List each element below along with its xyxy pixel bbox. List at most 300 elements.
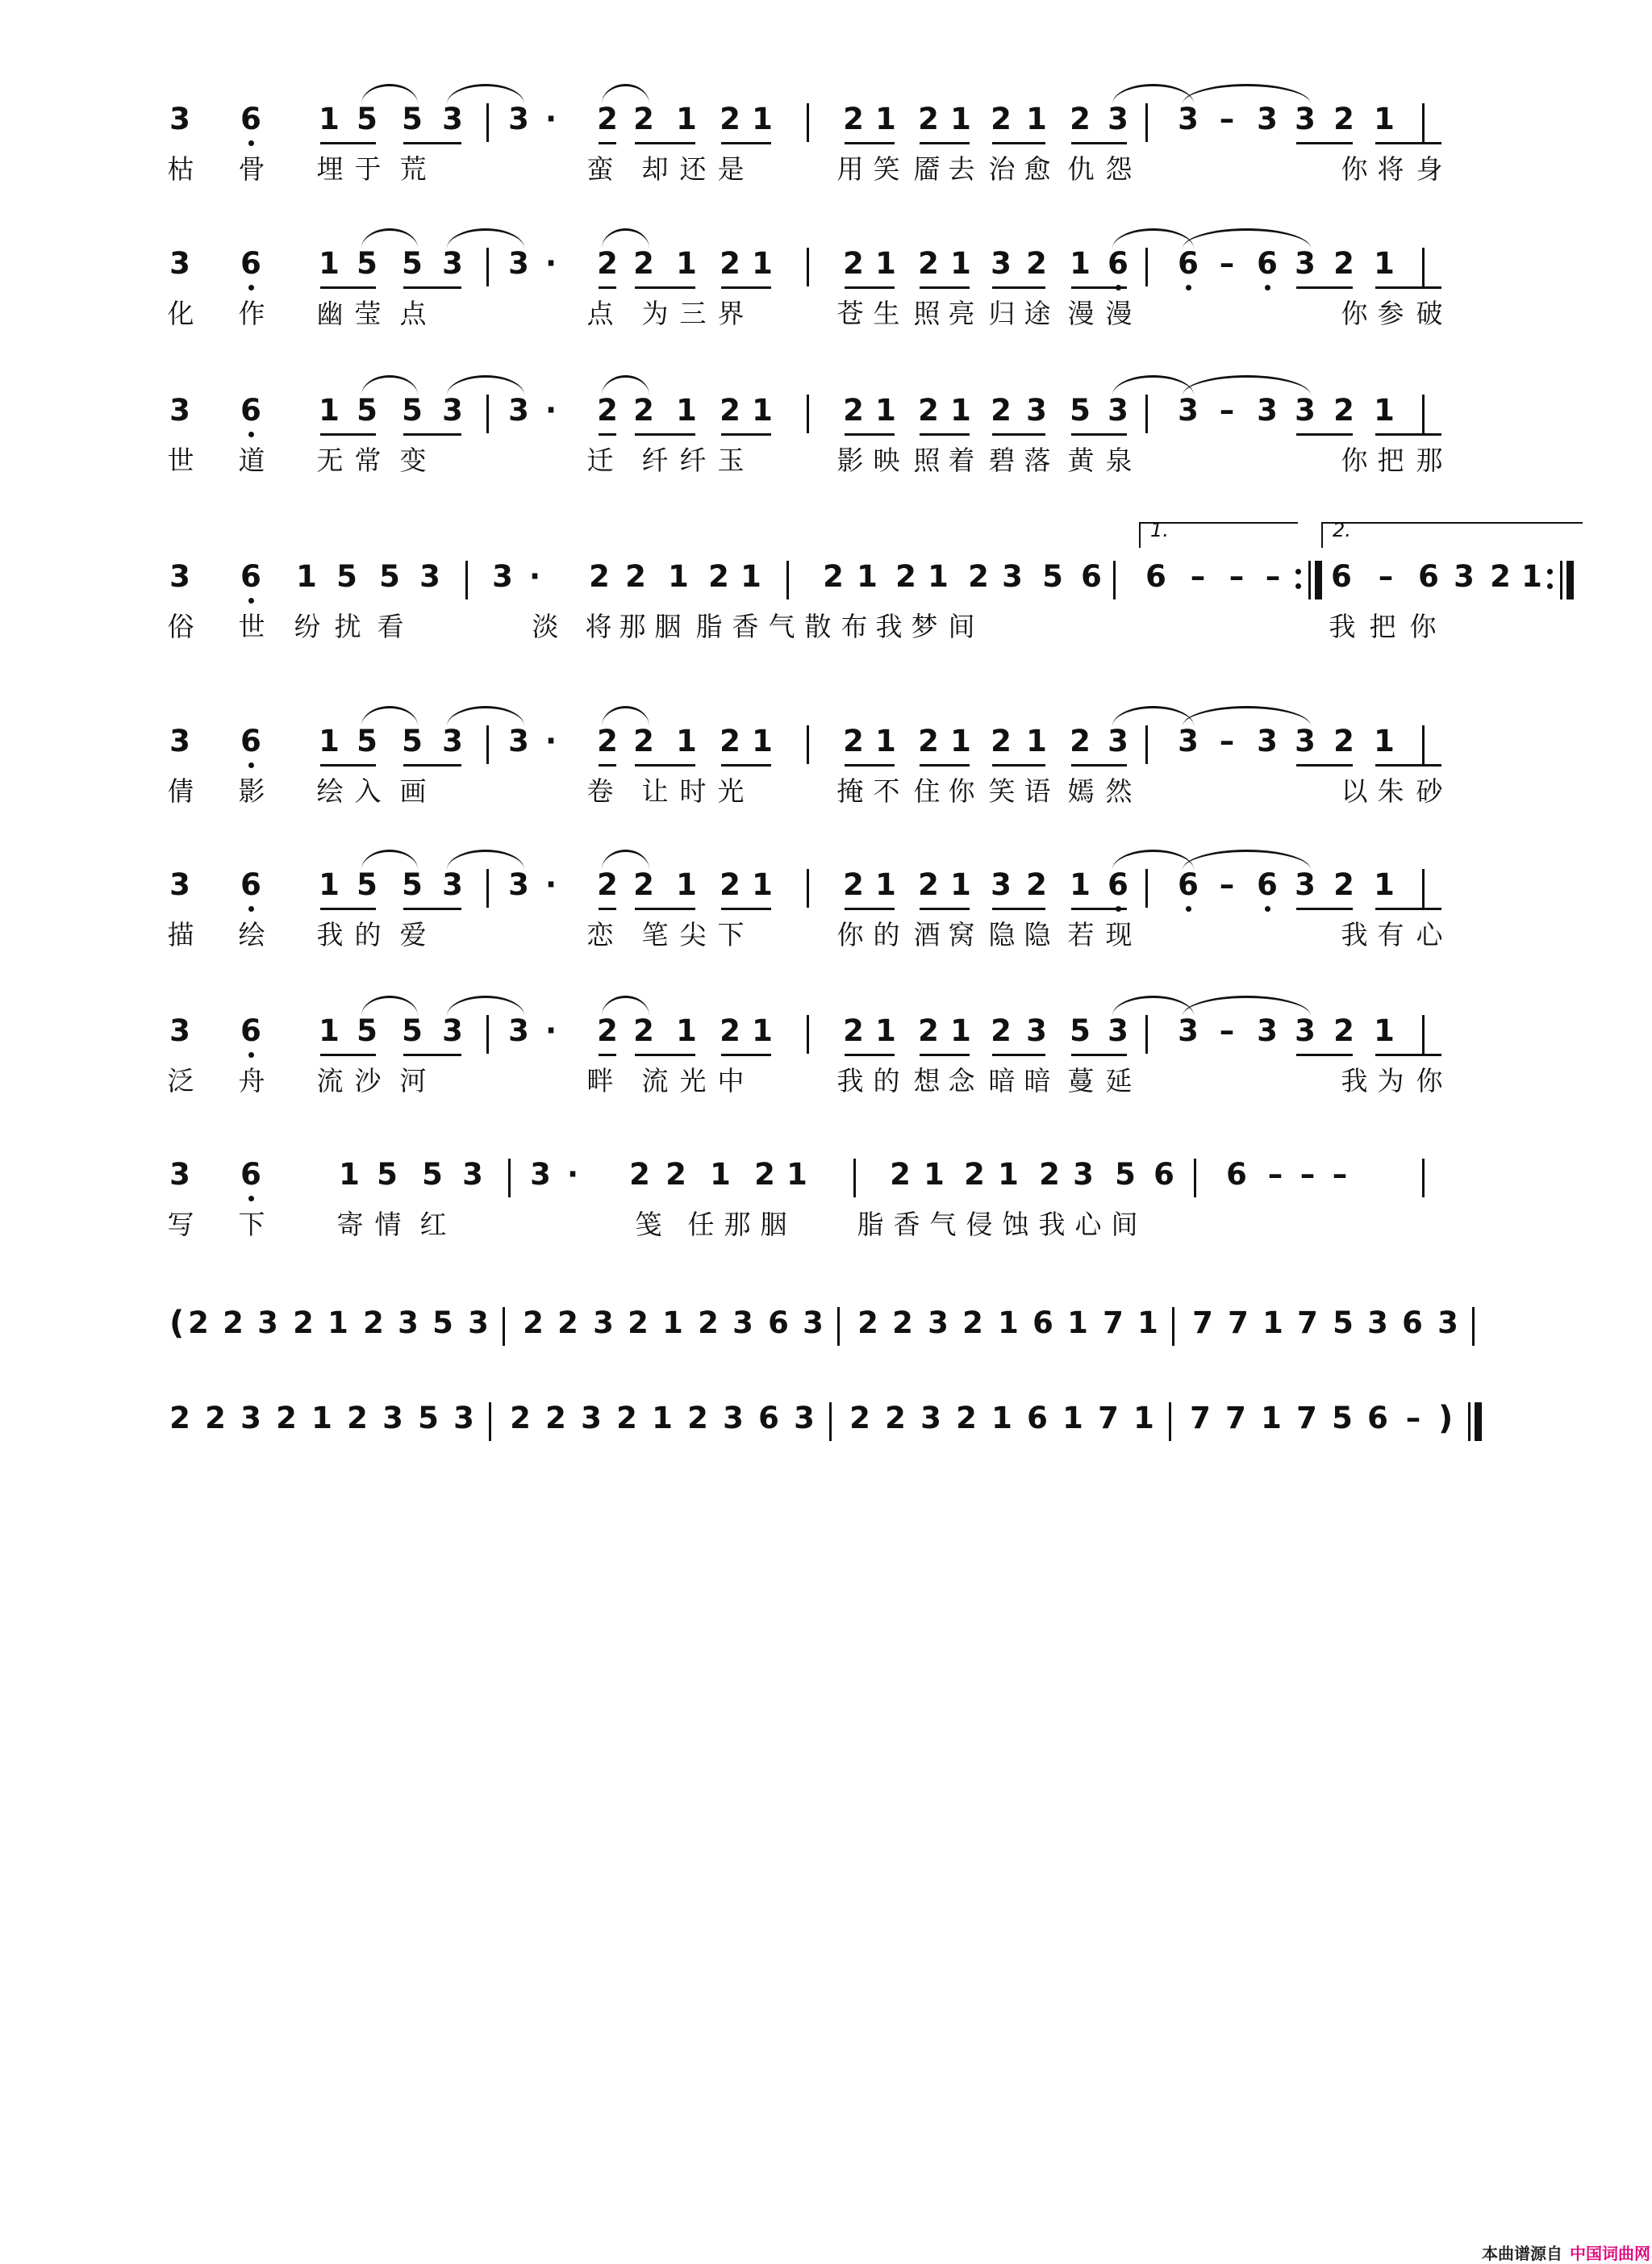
note: 1 xyxy=(1133,1401,1154,1435)
barline xyxy=(1472,1307,1475,1346)
beam-underline xyxy=(1071,1054,1127,1056)
note: 5 xyxy=(357,393,378,428)
note: 1 xyxy=(1374,246,1395,281)
note: 3 xyxy=(508,724,529,758)
lyric-char: 以 xyxy=(1341,775,1368,807)
note: 2 xyxy=(589,559,610,594)
beam-underline xyxy=(992,908,1045,910)
lyric-char: 让 xyxy=(641,775,669,807)
note: 3 xyxy=(1367,1305,1388,1340)
lyric-char: 笺 xyxy=(635,1209,662,1240)
lyric-char: 笔 xyxy=(641,919,669,950)
slur-tie xyxy=(602,84,649,104)
lyric-char: 布 xyxy=(841,611,868,642)
lyric-char: 住 xyxy=(913,775,941,807)
beam-underline xyxy=(1071,142,1127,144)
barline xyxy=(486,869,489,908)
lyric-char: 无 xyxy=(316,445,344,476)
note: · xyxy=(528,559,541,594)
note: 2 xyxy=(991,1013,1012,1048)
note: 2 xyxy=(633,246,654,281)
note: 3 xyxy=(593,1305,614,1340)
note: 3 xyxy=(442,393,463,428)
barline xyxy=(1468,1402,1471,1441)
lyric-char: 落 xyxy=(1024,445,1051,476)
note: 3 xyxy=(1178,393,1199,428)
lyric-char: 怨 xyxy=(1105,153,1133,185)
note: 3 xyxy=(1178,1013,1199,1048)
note: – xyxy=(1219,867,1235,902)
note: 1 xyxy=(676,393,697,428)
note: 2 xyxy=(892,1305,913,1340)
lyric-char: 你 xyxy=(1341,153,1368,185)
note: 3 xyxy=(530,1157,551,1192)
barline xyxy=(1422,1159,1425,1197)
note: 1 xyxy=(1067,1305,1088,1340)
lyric-char: 你 xyxy=(948,775,975,807)
note: 6 xyxy=(1178,861,1199,909)
note: 2 xyxy=(823,559,844,594)
note: 7 xyxy=(1296,1401,1317,1435)
note: 1 xyxy=(1521,559,1542,594)
lyric-char: 笑 xyxy=(873,153,900,185)
beam-underline xyxy=(1296,908,1353,910)
lyric-char: 生 xyxy=(873,298,900,329)
note: 1 xyxy=(991,1401,1012,1435)
note: 3 xyxy=(803,1305,824,1340)
lyric-char: 散 xyxy=(804,611,832,642)
beam-underline xyxy=(599,764,616,767)
note: 7 xyxy=(1190,1401,1211,1435)
beam-underline xyxy=(403,142,461,144)
note: 6 xyxy=(240,1151,261,1199)
lyric-char: 气 xyxy=(929,1209,957,1240)
lyric-char: 世 xyxy=(167,445,194,476)
note: 5 xyxy=(402,867,423,902)
lyric-char: 念 xyxy=(948,1065,975,1096)
note: 3 xyxy=(468,1305,489,1340)
lyric-char: 画 xyxy=(399,775,427,807)
lyric-char: 作 xyxy=(238,298,265,329)
note: 5 xyxy=(336,559,357,594)
beam-underline xyxy=(721,433,771,436)
note: 6 xyxy=(240,861,261,909)
beam-underline xyxy=(1071,764,1127,767)
note: 3 xyxy=(1108,393,1128,428)
lyric-char: 下 xyxy=(717,919,745,950)
beam-underline xyxy=(635,433,695,436)
note: 2 xyxy=(347,1401,368,1435)
slur-tie xyxy=(1183,228,1311,249)
low-octave-dot xyxy=(248,1196,254,1201)
note: 1 xyxy=(875,867,896,902)
barline xyxy=(1113,561,1116,599)
lyric-char: 暗 xyxy=(988,1065,1016,1096)
note: 3 xyxy=(928,1305,949,1340)
lyric-char: 胭 xyxy=(760,1209,787,1240)
beam-underline xyxy=(320,1054,376,1056)
note: 5 xyxy=(418,1401,439,1435)
lyric-char: 语 xyxy=(1024,775,1051,807)
note: 2 xyxy=(843,393,864,428)
note: 3 xyxy=(169,246,190,281)
barline xyxy=(807,725,809,764)
note: 2 xyxy=(597,102,618,136)
lyrics-row xyxy=(169,1451,1492,1486)
lyric-char: 点 xyxy=(399,298,427,329)
slur-tie xyxy=(447,228,524,249)
note: 2 xyxy=(849,1401,870,1435)
note: – xyxy=(1219,246,1235,281)
note: 6 xyxy=(1331,559,1352,594)
note: 1 xyxy=(950,102,971,136)
score-line xyxy=(0,1151,1652,1247)
note: 2 xyxy=(633,102,654,136)
note: 3 xyxy=(462,1157,483,1192)
note: – xyxy=(1299,1157,1316,1192)
note: 3 xyxy=(723,1401,744,1435)
notes-row xyxy=(169,1007,1492,1055)
repeat-dots xyxy=(1547,561,1554,593)
beam-underline xyxy=(635,286,695,289)
note: – xyxy=(1332,1157,1348,1192)
barline xyxy=(486,103,489,142)
lyric-char: 漫 xyxy=(1105,298,1133,329)
note: 6 xyxy=(1153,1157,1174,1192)
final-barline xyxy=(1566,561,1574,599)
note: 3 xyxy=(1257,1013,1278,1048)
final-barline xyxy=(1475,1402,1482,1441)
note: 1 xyxy=(950,1013,971,1048)
note: 1 xyxy=(752,867,773,902)
note: 2 xyxy=(1039,1157,1060,1192)
note: 3 xyxy=(508,1013,529,1048)
note: 1 xyxy=(1026,724,1047,758)
note: 3 xyxy=(442,867,463,902)
barline xyxy=(807,869,809,908)
note: 1 xyxy=(875,393,896,428)
note: 3 xyxy=(508,246,529,281)
note: 5 xyxy=(402,102,423,136)
note: 6 xyxy=(1257,861,1278,909)
lyric-char: 为 xyxy=(641,298,669,329)
barline xyxy=(786,561,789,599)
note: · xyxy=(544,724,557,758)
slur-tie xyxy=(602,996,649,1016)
barline xyxy=(503,1307,505,1346)
volta-bracket-1 xyxy=(1139,519,1298,548)
note: 2 xyxy=(633,724,654,758)
lyric-char: 尖 xyxy=(679,919,707,950)
note: 1 xyxy=(1374,1013,1395,1048)
lyric-char: 界 xyxy=(717,298,745,329)
lyric-char: 莹 xyxy=(354,298,382,329)
note: 2 xyxy=(918,393,939,428)
beam-underline xyxy=(1375,286,1441,289)
note: 1 xyxy=(668,559,689,594)
slur-tie xyxy=(1112,706,1194,726)
lyrics-row xyxy=(169,1063,1492,1099)
lyrics-row xyxy=(169,1207,1492,1243)
beam-underline xyxy=(721,908,771,910)
barline xyxy=(1145,103,1148,142)
beam-underline xyxy=(992,1054,1045,1056)
lyric-char: 玉 xyxy=(717,445,745,476)
note: 3 xyxy=(732,1305,753,1340)
lyric-char: 的 xyxy=(354,919,382,950)
lyric-char: 世 xyxy=(238,611,265,642)
note: 6 xyxy=(240,1007,261,1055)
lyric-char: 道 xyxy=(238,445,265,476)
note: 7 xyxy=(1225,1401,1246,1435)
note: 5 xyxy=(432,1305,453,1340)
low-octave-dot xyxy=(248,285,254,290)
note: 3 xyxy=(508,102,529,136)
beam-underline xyxy=(845,908,895,910)
lyric-char: 畔 xyxy=(586,1065,614,1096)
beam-underline xyxy=(1071,286,1127,289)
note: 7 xyxy=(1103,1305,1124,1340)
volta-bracket-2 xyxy=(1321,519,1583,548)
note: 3 xyxy=(169,724,190,758)
slur-tie xyxy=(1112,84,1194,104)
lyric-char: 我 xyxy=(1341,1065,1368,1096)
note: 6 xyxy=(240,553,261,601)
volta-label-1: 1. xyxy=(1150,519,1169,541)
lyric-char: 你 xyxy=(1341,445,1368,476)
note: 1 xyxy=(319,1013,340,1048)
score-line xyxy=(0,1007,1652,1104)
lyric-char: 将 xyxy=(1377,153,1404,185)
note: 3 xyxy=(442,1013,463,1048)
beam-underline xyxy=(1296,764,1353,767)
note: 3 xyxy=(419,559,440,594)
lyric-char: 间 xyxy=(1111,1209,1138,1240)
slur-tie xyxy=(447,996,524,1016)
note: 2 xyxy=(895,559,916,594)
note: 5 xyxy=(1332,1401,1353,1435)
note: 1 xyxy=(924,1157,945,1192)
lyric-char: 的 xyxy=(873,1065,900,1096)
low-octave-dot xyxy=(1265,285,1270,290)
low-octave-dot xyxy=(248,598,254,604)
barline xyxy=(1169,1402,1171,1441)
lyric-char: 现 xyxy=(1105,919,1133,950)
beam-underline xyxy=(920,1054,970,1056)
lyric-char: 参 xyxy=(1377,298,1404,329)
note: 2 xyxy=(628,1305,649,1340)
beam-underline xyxy=(1296,142,1353,144)
note: 2 xyxy=(1070,724,1091,758)
lyric-char: 映 xyxy=(873,445,900,476)
slur-tie xyxy=(1112,375,1194,395)
lyric-char: 暗 xyxy=(1024,1065,1051,1096)
lyric-char: 恋 xyxy=(586,919,614,950)
lyric-char: 你 xyxy=(1416,1065,1443,1096)
note: 7 xyxy=(1192,1305,1213,1340)
note: 1 xyxy=(676,246,697,281)
note: 6 xyxy=(240,386,261,435)
note: – xyxy=(1219,724,1235,758)
note: 3 xyxy=(1073,1157,1094,1192)
note: · xyxy=(566,1157,579,1192)
beam-underline xyxy=(1375,142,1441,144)
note: 5 xyxy=(357,724,378,758)
note: 2 xyxy=(188,1305,209,1340)
note: 2 xyxy=(510,1401,531,1435)
lyrics-row xyxy=(169,296,1492,332)
beam-underline xyxy=(845,142,895,144)
note: – xyxy=(1219,102,1235,136)
lyric-char: 漫 xyxy=(1067,298,1095,329)
lyric-char: 描 xyxy=(167,919,194,950)
lyric-char: 愈 xyxy=(1024,153,1051,185)
lyric-char: 为 xyxy=(1377,1065,1404,1096)
lyric-char: 下 xyxy=(238,1209,265,1240)
note: 1 xyxy=(319,867,340,902)
note: 2 xyxy=(1333,867,1354,902)
note: 3 xyxy=(508,867,529,902)
note: 1 xyxy=(296,559,317,594)
note: 3 xyxy=(1437,1305,1458,1340)
barline xyxy=(1308,561,1311,599)
lyric-char: 纤 xyxy=(679,445,707,476)
note: 3 xyxy=(508,393,529,428)
note: 6 xyxy=(1178,240,1199,288)
note: 2 xyxy=(962,1305,983,1340)
note: 2 xyxy=(991,393,1012,428)
note: 2 xyxy=(625,559,646,594)
slur-tie xyxy=(447,375,524,395)
lyric-char: 酒 xyxy=(913,919,941,950)
beam-underline xyxy=(403,764,461,767)
note: 2 xyxy=(169,1401,190,1435)
note: 2 xyxy=(720,102,740,136)
barline xyxy=(1145,1015,1148,1054)
lyric-char: 隐 xyxy=(988,919,1016,950)
lyric-char: 情 xyxy=(374,1209,402,1240)
lyric-char: 有 xyxy=(1377,919,1404,950)
note: 2 xyxy=(918,1013,939,1048)
note: 2 xyxy=(843,724,864,758)
beam-underline xyxy=(635,1054,695,1056)
barline xyxy=(853,1159,856,1197)
lyric-char: 归 xyxy=(988,298,1016,329)
score-line xyxy=(0,1394,1652,1491)
note: 3 xyxy=(442,246,463,281)
slur-tie xyxy=(1112,850,1194,870)
score-line xyxy=(0,717,1652,814)
barline xyxy=(1145,395,1148,433)
note: 1 xyxy=(676,1013,697,1048)
note: 3 xyxy=(1257,724,1278,758)
lyric-char: 隐 xyxy=(1024,919,1051,950)
lyric-char: 照 xyxy=(913,445,941,476)
note: 6 xyxy=(240,240,261,288)
note: 2 xyxy=(964,1157,985,1192)
note: 5 xyxy=(357,246,378,281)
barline xyxy=(486,1015,489,1054)
note: 1 xyxy=(319,393,340,428)
note: 3 xyxy=(442,102,463,136)
note: 2 xyxy=(665,1157,686,1192)
note: 3 xyxy=(169,102,190,136)
note: 2 xyxy=(633,393,654,428)
low-octave-dot xyxy=(1265,906,1270,912)
barline xyxy=(807,395,809,433)
barline xyxy=(807,1015,809,1054)
note: 1 xyxy=(998,1157,1019,1192)
footer-source-label: 本曲谱源自 xyxy=(1482,2244,1562,2263)
footer-site-label: 中国词曲网 xyxy=(1570,2244,1650,2263)
lyric-char: 心 xyxy=(1074,1209,1102,1240)
slur-tie xyxy=(447,706,524,726)
note: 2 xyxy=(557,1305,578,1340)
note: 2 xyxy=(720,246,740,281)
note: 3 xyxy=(442,724,463,758)
note: 2 xyxy=(1333,724,1354,758)
low-octave-dot xyxy=(1186,285,1191,290)
note: 1 xyxy=(319,102,340,136)
note: 3 xyxy=(1108,724,1128,758)
lyric-char: 嫣 xyxy=(1067,775,1095,807)
beam-underline xyxy=(845,1054,895,1056)
beam-underline xyxy=(1375,433,1441,436)
beam-underline xyxy=(1296,1054,1353,1056)
lyric-char: 骨 xyxy=(238,153,265,185)
lyric-char: 任 xyxy=(687,1209,715,1240)
score-line xyxy=(0,240,1652,336)
note: 2 xyxy=(885,1401,906,1435)
beam-underline xyxy=(635,142,695,144)
lyric-char: 蛮 xyxy=(586,153,614,185)
slur-tie xyxy=(1112,996,1194,1016)
lyric-char: 枯 xyxy=(167,153,194,185)
lyric-char: 光 xyxy=(679,1065,707,1096)
note: 2 xyxy=(223,1305,244,1340)
note: 2 xyxy=(1333,393,1354,428)
beam-underline xyxy=(635,764,695,767)
note: 5 xyxy=(357,867,378,902)
lyric-char: 那 xyxy=(619,611,646,642)
note: 2 xyxy=(956,1401,977,1435)
lyrics-row xyxy=(169,152,1492,187)
notes-row xyxy=(169,386,1492,435)
slur-tie xyxy=(1183,850,1311,870)
lyric-char: 点 xyxy=(586,298,614,329)
lyric-char: 仇 xyxy=(1067,153,1095,185)
barline xyxy=(489,1402,491,1441)
beam-underline xyxy=(320,433,376,436)
lyric-char: 俗 xyxy=(167,611,194,642)
lyric-char: 荒 xyxy=(399,153,427,185)
note: 1 xyxy=(662,1305,683,1340)
beam-underline xyxy=(992,142,1045,144)
note: 1 xyxy=(319,246,340,281)
low-octave-dot xyxy=(248,432,254,437)
barline xyxy=(1422,103,1425,142)
note: 6 xyxy=(768,1305,789,1340)
lyric-char: 纤 xyxy=(641,445,669,476)
note: 1 xyxy=(676,724,697,758)
note: 6 xyxy=(1081,559,1102,594)
note: 6 xyxy=(758,1401,779,1435)
lyric-char: 去 xyxy=(948,153,975,185)
note: 3 xyxy=(1295,393,1316,428)
note: 2 xyxy=(843,102,864,136)
lyric-char: 光 xyxy=(717,775,745,807)
beam-underline xyxy=(320,764,376,767)
